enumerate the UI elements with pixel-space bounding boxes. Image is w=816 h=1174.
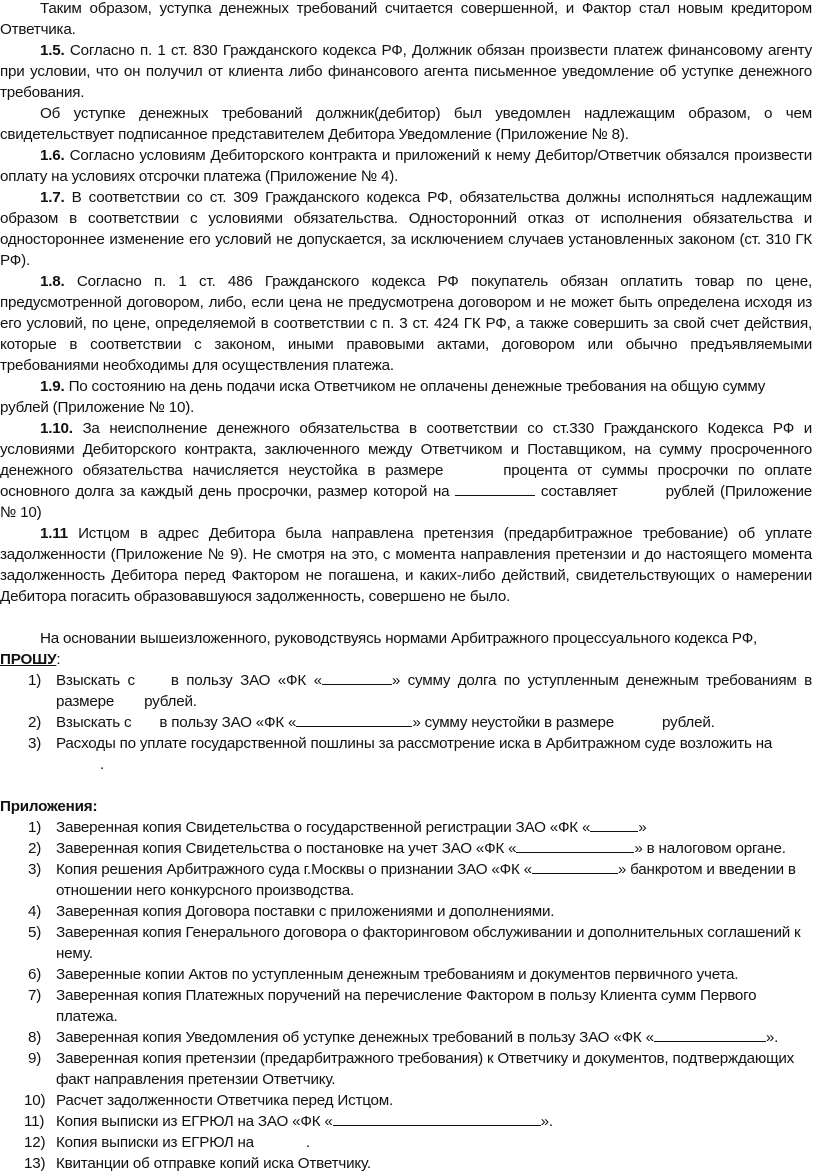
- blank-company-field: [590, 817, 638, 832]
- paragraph-1-6: [0, 145, 812, 187]
- paragraph-1-8: [0, 271, 812, 376]
- appendix-text: Заверенная копия Уведомления об уступке денежных требований в пользу ЗАО «ФК «: [56, 1029, 654, 1046]
- paragraph-text: По состоянию на день подачи иска Ответчиком не оплачены денежные требования на общую сумму: [64, 378, 766, 395]
- paragraph-1-10: [0, 418, 812, 523]
- request-item-1: [0, 670, 812, 712]
- appendix-text: Заверенная копия Свидетельства о государственной регистрации ЗАО «ФК «: [56, 819, 591, 836]
- appendix-item-11: [0, 1111, 812, 1132]
- appendix-text: Заверенные копии Актов по уступленным денежным требованиям и документов первичного учета.: [56, 966, 739, 983]
- clause-number: 1.5.: [40, 42, 65, 59]
- list-number: 8): [28, 1029, 42, 1046]
- appendix-text: Заверенная копия претензии (предарбитражного требования) к Ответчику и документов, подтверждающих факт направления претензии Ответчику.: [56, 1050, 795, 1088]
- appendix-text: Заверенная копия Генерального договора о факторинговом обслуживании и дополнительных соглашений к нему.: [56, 924, 801, 962]
- appendix-text: ».: [540, 1113, 553, 1130]
- appendix-item-5: [0, 922, 812, 964]
- request-text: в пользу ЗАО «ФК «: [159, 714, 297, 731]
- list-number: 5): [28, 924, 42, 941]
- appendix-item-6: [0, 964, 812, 985]
- appendix-item-10: [0, 1090, 812, 1111]
- request-heading: ПРОШУ: [0, 651, 57, 668]
- paragraph-text: За неисполнение денежного обязательства в соответствии со ст.330 Гражданского Кодекса РФ и условиями Дебиторского контракта, заключенного между Ответчиком и Поставщиком, на сумму просроченного денежного обязательства начисляется неустойка в размере: [0, 420, 812, 479]
- paragraph-debtor-notified: [0, 103, 812, 145]
- appendix-text: Копия выписки из ЕГРЮЛ на ЗАО «ФК «: [56, 1113, 333, 1130]
- clause-number: 1.7.: [40, 189, 65, 206]
- paragraph-text: процента от суммы просрочки по оплате основного долга за каждый день просрочки, размер которой на: [0, 462, 813, 500]
- request-heading-colon: :: [56, 651, 61, 668]
- list-number: 12): [24, 1134, 46, 1151]
- paragraph-text: Согласно условиям Дебиторского контракта и приложений к нему Дебитор/Ответчик обязался произвести оплату на условиях отсрочки платежа (Приложение № 4).: [0, 147, 812, 185]
- list-number: 2): [28, 714, 42, 731]
- request-text: .: [100, 756, 105, 773]
- blank-company-field: [516, 838, 634, 853]
- appendix-item-9: [0, 1048, 812, 1090]
- appendix-heading: [0, 796, 812, 817]
- clause-number: 1.10.: [40, 420, 73, 437]
- paragraph-text: составляет: [540, 483, 618, 500]
- paragraph-text: Об уступке денежных требований должник(дебитор) был уведомлен надлежащим образом, о чем свидетельствует подписанное представителем Дебитора Уведомление (Приложение № 8).: [0, 105, 812, 143]
- paragraph-text: Таким образом, уступка денежных требований считается совершенной, и Фактор стал новым кредитором Ответчика.: [0, 0, 812, 38]
- paragraph-1-5: [0, 40, 812, 103]
- list-number: 7): [28, 987, 42, 1004]
- request-item-3: [0, 733, 812, 775]
- paragraph-text: Истцом в адрес Дебитора была направлена претензия (предарбитражное требование) об уплате задолженности (Приложение № 9). Не смотря на это, с момента направления претензии и до настоящего момента задолженность Дебитора перед Фактором не погашена, и каких-либо действий, свидетельствующих о намерении Дебитора погасить образовавшуюся задолженность, совершено не было.: [0, 525, 812, 605]
- request-list: [0, 670, 812, 775]
- list-number: 13): [24, 1155, 46, 1172]
- paragraph-1-7: [0, 187, 812, 271]
- appendix-text: Копия решения Арбитражного суда г.Москвы о признании ЗАО «ФК «: [56, 861, 532, 878]
- list-number: 6): [28, 966, 42, 983]
- paragraph-text: На основании вышеизложенного, руководствуясь нормами Арбитражного процессуального кодекса РФ,: [40, 630, 758, 647]
- list-number: 1): [28, 819, 42, 836]
- list-number: 4): [28, 903, 42, 920]
- list-number: 10): [24, 1092, 46, 1109]
- appendix-heading-text: Приложения:: [0, 798, 98, 815]
- appendix-text: Копия выписки из ЕГРЮЛ на: [56, 1134, 254, 1151]
- paragraph-text: Согласно п. 1 ст. 486 Гражданского кодекса РФ покупатель обязан оплатить товар по цене, предусмотренной договором, либо, если цена не предусмотрена договором и не может быть определена исходя из его условий, по цене, определяемой в соответствии с п. 3 ст. 424 ГК РФ, а также совершить за свой счет действия, которые в соответствии с законом, иными правовыми актами, договором или обычно предъявляемыми требованиями необходимы для осуществления платежа.: [0, 273, 812, 374]
- request-text: в пользу ЗАО «ФК «: [170, 672, 322, 689]
- paragraph-text: В соответствии со ст. 309 Гражданского кодекса РФ, обязательства должны исполняться надлежащим образом в соответствии с условиями обязательства. Односторонний отказ от исполнения обязательства и одностороннее изменение его условий не допускается, за исключением случаев установленных законом (ст. 310 ГК РФ).: [0, 189, 812, 269]
- paragraph-basis: [0, 628, 812, 670]
- clause-number: 1.11: [40, 525, 68, 542]
- appendix-text: Расчет задолженности Ответчика перед Истцом.: [56, 1092, 394, 1109]
- appendix-item-12: [0, 1132, 812, 1153]
- appendix-text: Заверенная копия Платежных поручений на перечисление Фактором в пользу Клиента сумм Первого платежа.: [56, 987, 757, 1025]
- request-text: » сумму неустойки в размере: [412, 714, 614, 731]
- blank-company-field: [296, 712, 412, 727]
- paragraph-1-9: [0, 376, 812, 418]
- appendix-item-1: [0, 817, 812, 838]
- list-number: 3): [28, 861, 42, 878]
- request-text: Расходы по уплате государственной пошлины за рассмотрение иска в Арбитражном суде возложить на: [56, 735, 773, 752]
- appendix-text: » банкротом и введении в отношении него конкурсного производства.: [56, 861, 796, 899]
- list-number: 11): [24, 1113, 45, 1130]
- appendix-text: » в налоговом органе.: [634, 840, 786, 857]
- clause-number: 1.6.: [40, 147, 65, 164]
- request-item-2: [0, 712, 812, 733]
- appendix-list: [0, 817, 812, 1174]
- appendix-text: .: [305, 1134, 310, 1151]
- blank-company-field: [322, 670, 392, 685]
- appendix-item-8: [0, 1027, 812, 1048]
- blank-company-field: [333, 1111, 541, 1126]
- paragraph-1-11: [0, 523, 812, 607]
- paragraph-text: рублей (Приложение № 10).: [0, 399, 195, 416]
- request-text: рублей.: [661, 714, 715, 731]
- paragraph-text: рублей (Приложение № 10): [0, 483, 812, 521]
- clause-number: 1.9.: [40, 378, 65, 395]
- blank-company-field: [532, 859, 618, 874]
- request-text: Взыскать с: [56, 672, 135, 689]
- appendix-text: ».: [765, 1029, 779, 1046]
- request-text: рублей.: [144, 693, 197, 710]
- appendix-item-3: [0, 859, 812, 901]
- request-text: » сумму долга по уступленным денежным требованиям в размере: [56, 672, 812, 710]
- appendix-text: »: [638, 819, 647, 836]
- request-text: Взыскать с: [56, 714, 132, 731]
- blank-date-field: [455, 481, 535, 496]
- blank-company-field: [654, 1027, 766, 1042]
- appendix-item-2: [0, 838, 812, 859]
- list-number: 9): [28, 1050, 42, 1067]
- clause-number: 1.8.: [40, 273, 65, 290]
- paragraph-assignment-completed: [0, 0, 812, 40]
- list-number: 3): [28, 735, 42, 752]
- list-number: 1): [28, 672, 42, 689]
- appendix-item-7: [0, 985, 812, 1027]
- appendix-text: Заверенная копия Договора поставки с приложениями и дополнениями.: [56, 903, 555, 920]
- appendix-item-4: [0, 901, 812, 922]
- appendix-text: Квитанции об отправке копий иска Ответчику.: [56, 1155, 371, 1172]
- list-number: 2): [28, 840, 42, 857]
- paragraph-text: Согласно п. 1 ст. 830 Гражданского кодекса РФ, Должник обязан произвести платеж финансовому агенту при условии, что он получил от клиента либо финансового агента письменное уведомление об уступке денежного требования.: [0, 42, 812, 101]
- appendix-text: Заверенная копия Свидетельства о постановке на учет ЗАО «ФК «: [56, 840, 517, 857]
